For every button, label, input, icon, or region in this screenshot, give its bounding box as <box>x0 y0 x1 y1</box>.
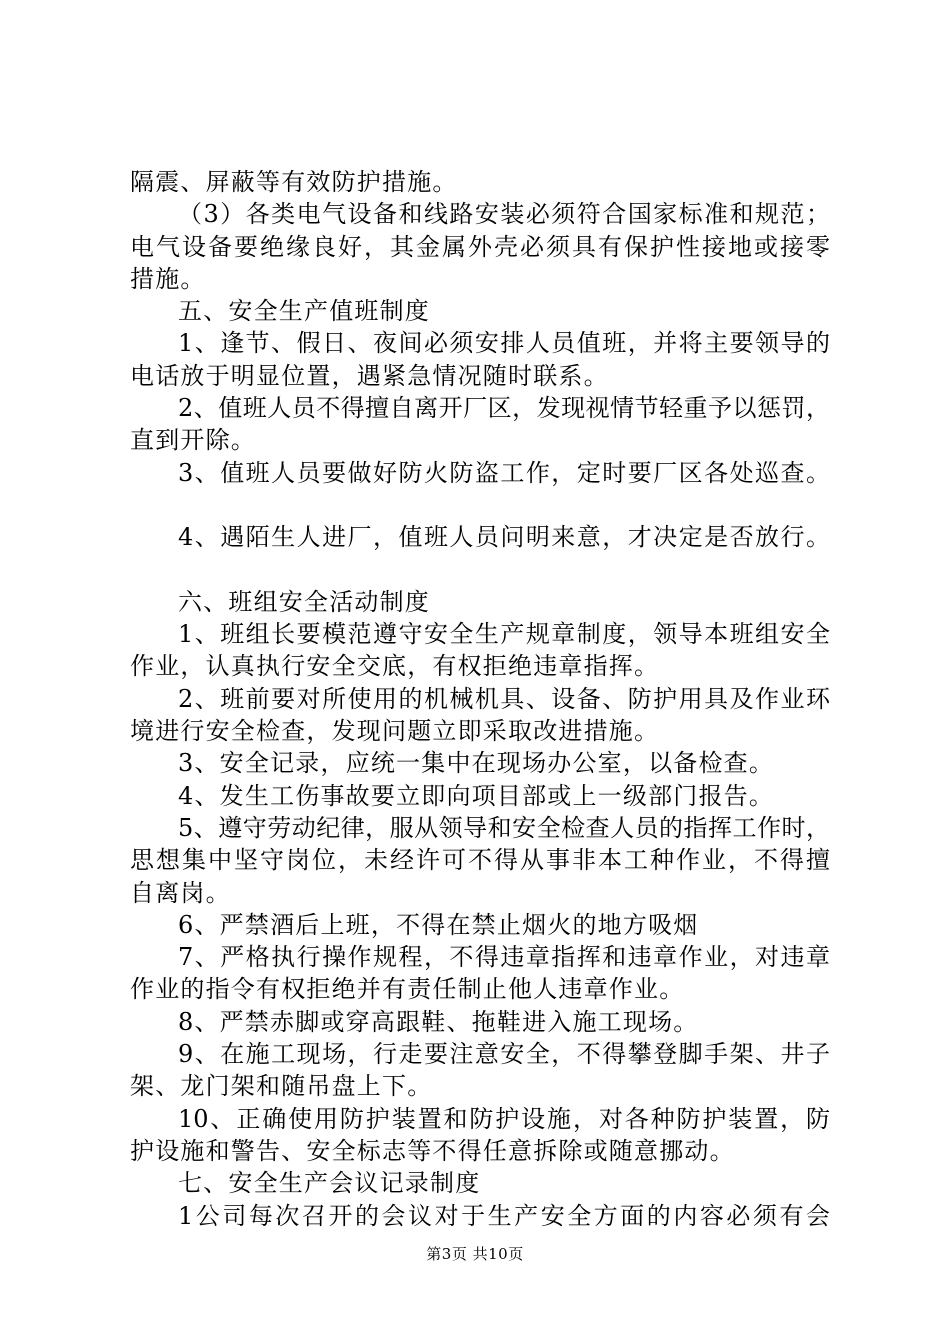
text-line: 作业，认真执行安全交底，有权拒绝违章指挥。 <box>130 652 660 681</box>
text-line: 架、龙门架和随吊盘上下。 <box>130 1072 433 1101</box>
text-line: 自离岗。 <box>130 878 231 907</box>
text-line: 9、在施工现场，行走要注意安全，不得攀登脚手架、井子 <box>178 1040 830 1069</box>
blank-line <box>130 554 830 586</box>
text-line: 电气设备要绝缘良好，其金属外壳必须具有保护性接地或接零 <box>130 232 830 261</box>
text-line: 隔震、屏蔽等有效防护措施。 <box>130 168 458 196</box>
text-line: 2、班前要对所使用的机械机具、设备、防护用具及作业环 <box>178 684 830 713</box>
text-line: 直到开除。 <box>130 426 256 455</box>
text-line: 措施。 <box>130 264 206 293</box>
text-line: 4、发生工伤事故要立即向项目部或上一级部门报告。 <box>178 781 775 810</box>
text-line: （3）各类电气设备和线路安装必须符合国家标准和规范； <box>178 200 830 229</box>
text-line: 五、安全生产值班制度 <box>178 297 430 326</box>
text-line: 10、正确使用防护装置和防护设施，对各种防护装置，防 <box>178 1104 830 1133</box>
text-line: 护设施和警告、安全标志等不得任意拆除或随意挪动。 <box>130 1136 735 1165</box>
text-line: 六、班组安全活动制度 <box>178 587 430 616</box>
text-line: 作业的指令有权拒绝并有责任制止他人违章作业。 <box>130 975 685 1004</box>
text-line: 3、值班人员要做好防火防盗工作，定时要厂区各处巡查。 <box>178 458 830 487</box>
text-line: 七、安全生产会议记录制度 <box>178 1169 481 1198</box>
text-line: 6、严禁酒后上班，不得在禁止烟火的地方吸烟 <box>178 910 699 939</box>
text-line: 电话放于明显位置，遇紧急情况随时联系。 <box>130 361 609 390</box>
blank-line <box>130 489 830 521</box>
text-line: 境进行安全检查，发现问题立即采取改进措施。 <box>130 717 660 746</box>
page-footer: 第3页 共10页 <box>426 1245 524 1263</box>
text-line: 2、值班人员不得擅自离开厂区，发现视情节轻重予以惩罚， <box>178 394 830 423</box>
text-line: 4、遇陌生人进厂，值班人员问明来意，才决定是否放行。 <box>178 523 830 552</box>
text-line: 1、逢节、假日、夜间必须安排人员值班，并将主要领导的 <box>178 329 830 358</box>
text-line: 5、遵守劳动纪律，服从领导和安全检查人员的指挥工作时， <box>178 813 830 842</box>
text-line: 3、安全记录，应统一集中在现场办公室，以备检查。 <box>178 749 775 778</box>
text-line: 1、班组长要模范遵守安全生产规章制度，领导本班组安全 <box>178 620 830 649</box>
text-line: 7、严格执行操作规程，不得违章指挥和违章作业，对违章 <box>178 943 830 972</box>
text-line: 8、严禁赤脚或穿高跟鞋、拖鞋进入施工现场。 <box>178 1007 699 1036</box>
document-body <box>130 166 830 1232</box>
text-line: 1公司每次召开的会议对于生产安全方面的内容必须有会 <box>178 1201 830 1230</box>
text-line: 思想集中坚守岗位，未经许可不得从事非本工种作业，不得擅 <box>130 846 830 875</box>
